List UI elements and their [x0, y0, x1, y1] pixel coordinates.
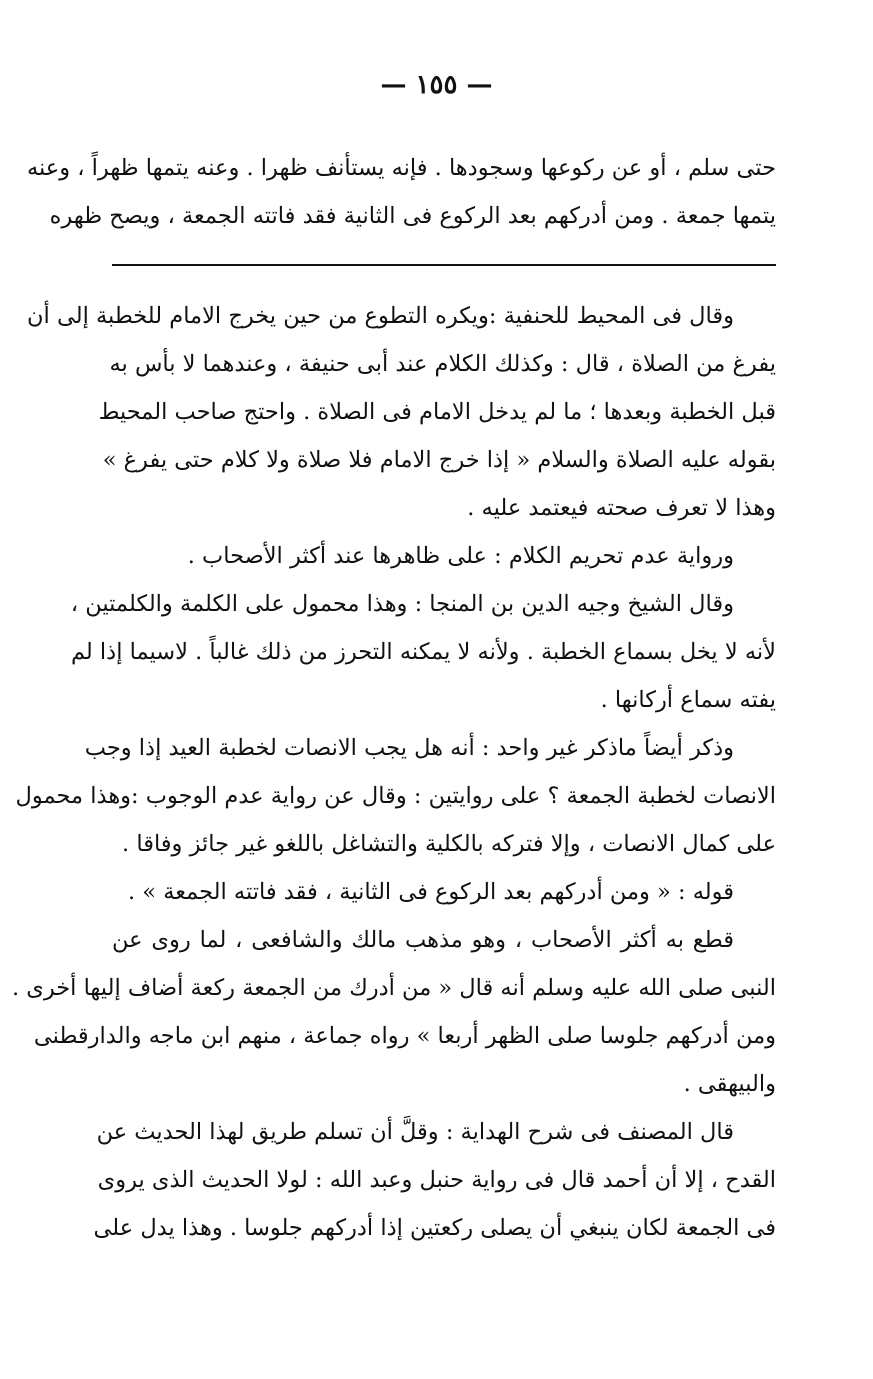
- commentary-line: فى الجمعة لكان ينبغي أن يصلى ركعتين إذا أدركهم جلوسا . وهذا يدل على: [93, 1215, 776, 1241]
- commentary-line: القدح ، إلا أن أحمد قال فى رواية حنبل وعبد الله : لولا الحديث الذى يروى: [97, 1167, 776, 1193]
- commentary-line: قال المصنف فى شرح الهداية : وقلَّ أن تسلم طريق لهذا الحديث عن: [96, 1119, 734, 1145]
- commentary-line: ومن أدركهم جلوسا صلى الظهر أربعا » رواه جماعة ، منهم ابن ماجه والدارقطنى: [33, 1023, 776, 1049]
- main-text-line: يتمها جمعة . ومن أدركهم بعد الركوع فى الثانية فقد فاتته الجمعة ، ويصح ظهره: [49, 203, 776, 229]
- commentary-line: وقال فى المحيط للحنفية :ويكره التطوع من حين يخرج الامام للخطبة إلى أن: [27, 303, 734, 329]
- footnote-divider: [112, 264, 776, 266]
- commentary-line: يفته سماع أركانها .: [600, 687, 776, 713]
- commentary-line: يفرغ من الصلاة ، قال : وكذلك الكلام عند أبى حنيفة ، وعندهما لا بأس به: [109, 351, 776, 377]
- commentary-line: وذكر أيضاً ماذكر غير واحد : أنه هل يجب الانصات لخطبة العيد إذا وجب: [84, 735, 734, 761]
- main-text: [26, 144, 776, 240]
- commentary-line: ورواية عدم تحريم الكلام : على ظاهرها عند أكثر الأصحاب .: [187, 543, 734, 569]
- commentary-line: لأنه لا يخل بسماع الخطبة . ولأنه لا يمكنه التحرز من ذلك غالباً . لاسيما إذا لم: [70, 639, 776, 665]
- commentary-line: والبيهقى .: [683, 1071, 776, 1097]
- commentary-line: على كمال الانصات ، وإلا فتركه بالكلية والتشاغل باللغو غير جائز وفاقا .: [122, 831, 776, 857]
- commentary-line: وهذا لا تعرف صحته فيعتمد عليه .: [467, 495, 776, 521]
- commentary-line: وقال الشيخ وجيه الدين بن المنجا : وهذا محمول على الكلمة والكلمتين ،: [70, 591, 734, 617]
- main-text-line: حتى سلم ، أو عن ركوعها وسجودها . فإنه يستأنف ظهرا . وعنه يتمها ظهراً ، وعنه: [26, 155, 776, 181]
- page-number: — ١٥٥ —: [380, 70, 493, 100]
- commentary-line: قوله : « ومن أدركهم بعد الركوع فى الثانية ، فقد فاتته الجمعة » .: [127, 879, 734, 905]
- commentary-line: قطع به أكثر الأصحاب ، وهو مذهب مالك والشافعى ، لما روى عن: [112, 927, 734, 953]
- commentary-line: قبل الخطبة وبعدها ؛ ما لم يدخل الامام فى الصلاة . واحتج صاحب المحيط: [98, 399, 776, 425]
- commentary-text: [11, 292, 776, 1252]
- commentary-line: الانصات لخطبة الجمعة ؟ على روايتين : وقال عن رواية عدم الوجوب :وهذا محمول: [15, 783, 776, 809]
- commentary-line: النبى صلى الله عليه وسلم أنه قال « من أدرك من الجمعة ركعة أضاف إليها أخرى .: [11, 975, 776, 1001]
- commentary-line: بقوله عليه الصلاة والسلام « إذا خرج الامام فلا صلاة ولا كلام حتى يفرغ »: [102, 447, 776, 473]
